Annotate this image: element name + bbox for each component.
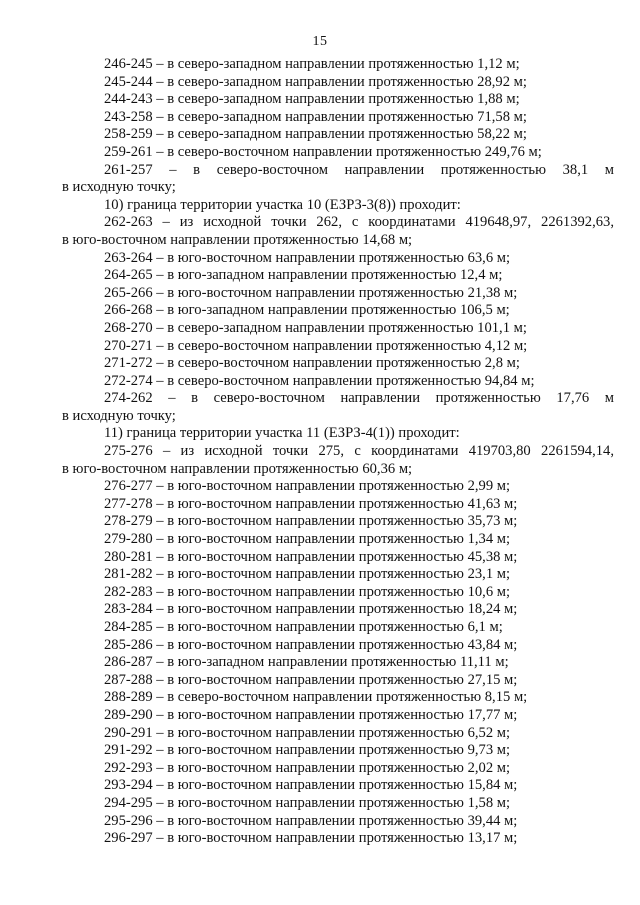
text-line: в исходную точку; <box>62 179 176 196</box>
text-line: 274-262 – в северо-восточном направлении протяженностью 17,76 м <box>104 390 614 407</box>
text-line: 288-289 – в северо-восточном направлении протяженностью 8,15 м; <box>104 689 528 706</box>
text-line: 289-290 – в юго-восточном направлении протяженностью 17,77 м; <box>104 706 518 723</box>
text-line: 290-291 – в юго-восточном направлении протяженностью 6,52 м; <box>104 724 511 741</box>
text-line: 286-287 – в юго-западном направлении протяженностью 11,11 м; <box>104 654 509 671</box>
text-line: 296-297 – в юго-восточном направлении протяженностью 13,17 м; <box>104 830 518 847</box>
text-line: 277-278 – в юго-восточном направлении протяженностью 41,63 м; <box>104 495 518 512</box>
text-line: 246-245 – в северо-западном направлении протяженностью 1,12 м; <box>104 56 520 72</box>
text-line: 259-261 – в северо-восточном направлении протяженностью 249,76 м; <box>104 143 542 160</box>
text-line: 268-270 – в северо-западном направлении протяженностью 101,1 м; <box>104 319 527 336</box>
text-line: 279-280 – в юго-восточном направлении протяженностью 1,34 м; <box>104 531 511 548</box>
text-line: 283-284 – в юго-восточном направлении протяженностью 18,24 м; <box>104 601 518 618</box>
text-line: 294-295 – в юго-восточном направлении протяженностью 1,58 м; <box>104 794 511 811</box>
text-line: в исходную точку; <box>62 407 176 424</box>
text-line: 243-258 – в северо-западном направлении протяженностью 71,58 м; <box>104 108 527 125</box>
text-line: 263-264 – в юго-восточном направлении протяженностью 63,6 м; <box>104 249 511 266</box>
text-line: 280-281 – в юго-восточном направлении протяженностью 45,38 м; <box>104 548 518 565</box>
text-line: 275-276 – из исходной точки 275, с координатами 419703,80 2261594,14, <box>104 443 614 460</box>
document-body <box>62 56 614 848</box>
text-line: 295-296 – в юго-восточном направлении протяженностью 39,44 м; <box>104 812 518 829</box>
section-heading: 11) граница территории участка 11 (ЕЗРЗ-4(1)) проходит: <box>104 425 460 442</box>
text-line: 276-277 – в юго-восточном направлении протяженностью 2,99 м; <box>104 478 511 495</box>
page-number: 15 <box>312 34 328 49</box>
text-line: 293-294 – в юго-восточном направлении протяженностью 15,84 м; <box>104 777 518 794</box>
text-line: 265-266 – в юго-восточном направлении протяженностью 21,38 м; <box>104 284 518 301</box>
text-line: 281-282 – в юго-восточном направлении протяженностью 23,1 м; <box>104 566 511 583</box>
text-line: 264-265 – в юго-западном направлении протяженностью 12,4 м; <box>104 267 503 284</box>
text-line: 284-285 – в юго-восточном направлении протяженностью 6,1 м; <box>104 619 503 635</box>
text-line: 266-268 – в юго-западном направлении протяженностью 106,5 м; <box>104 302 510 319</box>
text-line: 244-243 – в северо-западном направлении протяженностью 1,88 м; <box>104 91 520 108</box>
text-line: в юго-восточном направлении протяженностью 60,36 м; <box>62 460 413 477</box>
text-line: 258-259 – в северо-западном направлении протяженностью 58,22 м; <box>104 126 527 143</box>
text-line: 261-257 – в северо-восточном направлении протяженностью 38,1 м <box>104 161 614 178</box>
text-line: в юго-восточном направлении протяженностью 14,68 м; <box>62 231 413 248</box>
text-line: 271-272 – в северо-восточном направлении протяженностью 2,8 м; <box>104 355 520 372</box>
text-line: 282-283 – в юго-восточном направлении протяженностью 10,6 м; <box>104 583 511 600</box>
text-line: 292-293 – в юго-восточном направлении протяженностью 2,02 м; <box>104 759 511 776</box>
text-line: 272-274 – в северо-восточном направлении протяженностью 94,84 м; <box>104 372 535 389</box>
text-line: 278-279 – в юго-восточном направлении протяженностью 35,73 м; <box>104 513 518 530</box>
text-line: 270-271 – в северо-восточном направлении протяженностью 4,12 м; <box>104 337 528 354</box>
text-line: 262-263 – из исходной точки 262, с координатами 419648,97, 2261392,63, <box>104 214 614 231</box>
text-line: 287-288 – в юго-восточном направлении протяженностью 27,15 м; <box>104 671 518 688</box>
text-line: 285-286 – в юго-восточном направлении протяженностью 43,84 м; <box>104 636 518 653</box>
section-heading: 10) граница территории участка 10 (ЕЗРЗ-3(8)) проходит: <box>104 196 461 213</box>
text-line: 291-292 – в юго-восточном направлении протяженностью 9,73 м; <box>104 742 511 759</box>
text-line: 245-244 – в северо-западном направлении протяженностью 28,92 м; <box>104 73 527 90</box>
